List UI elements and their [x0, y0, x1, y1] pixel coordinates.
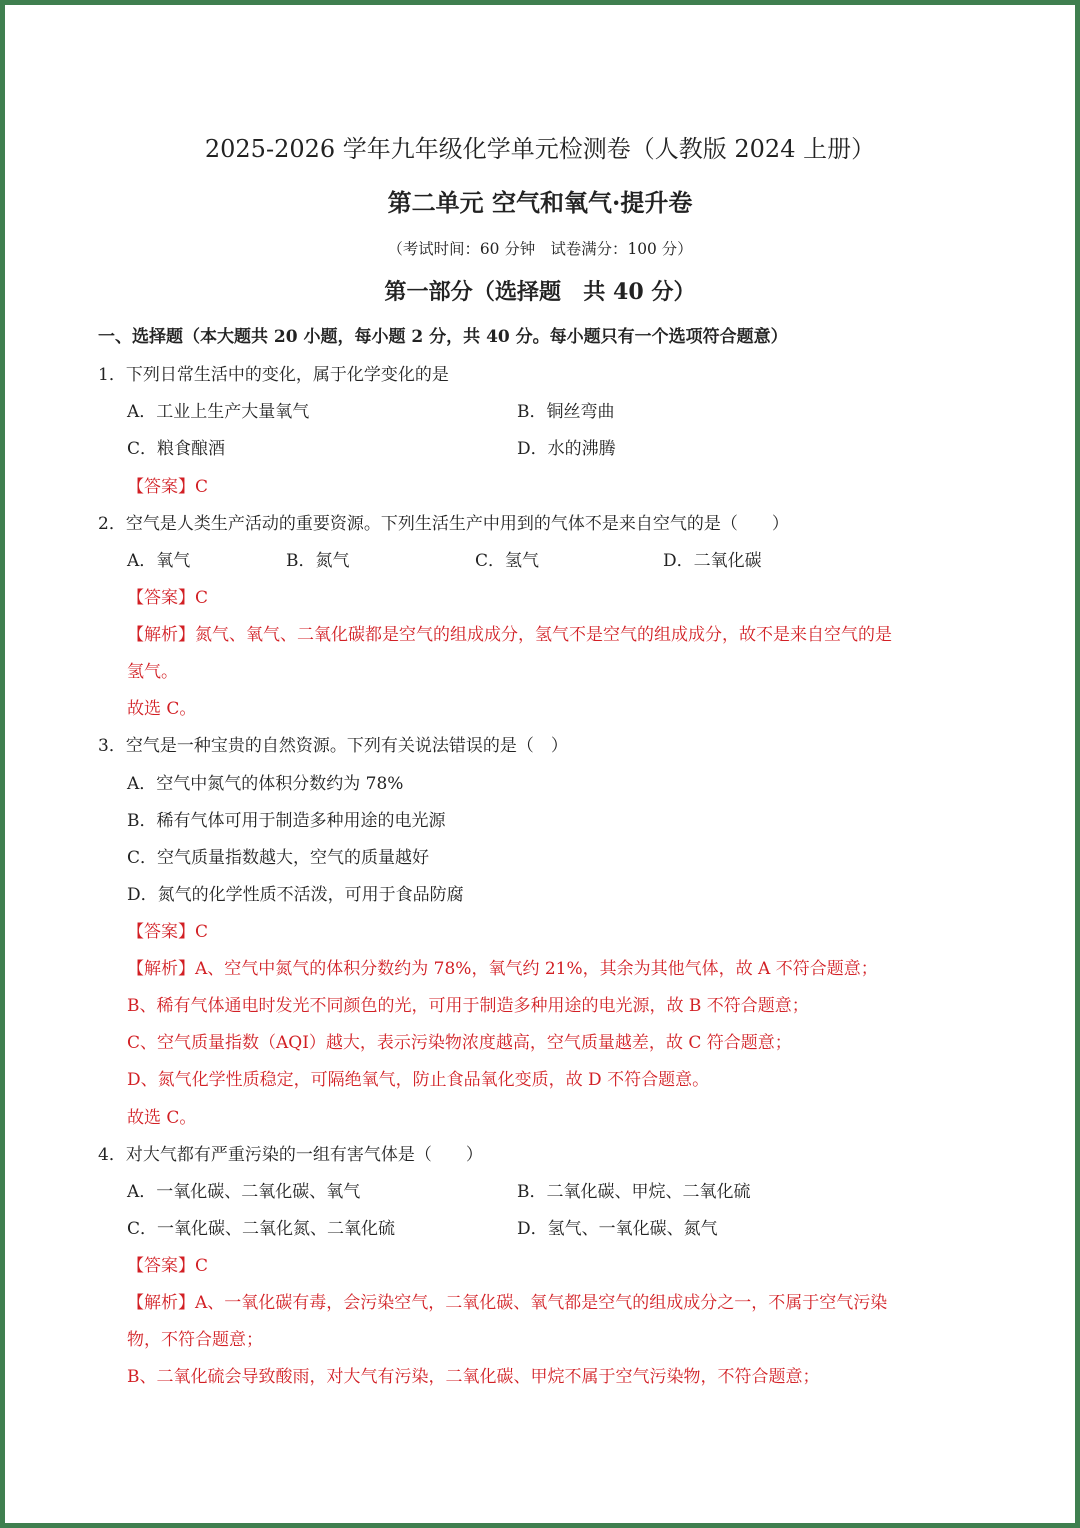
question-4-explanation-line: 【解析】A、一氧化碳有毒，会污染空气，二氧化碳、氧气都是空气的组成成分之一，不属于空气污染	[127, 1293, 888, 1313]
question-3-explanation-line: C、空气质量指数（AQI）越大，表示污染物浓度越高，空气质量越差，故 C 符合题意；	[127, 1033, 792, 1053]
question-2-answer: 【答案】C	[127, 588, 209, 608]
question-1-stem: 1．下列日常生活中的变化，属于化学变化的是	[98, 365, 449, 385]
question-4-option-a: A．一氧化碳、二氧化碳、氧气	[127, 1182, 361, 1202]
document-subtitle: 第二单元 空气和氧气·提升卷	[387, 188, 693, 217]
question-1-option-a: A．工业上生产大量氧气	[127, 402, 310, 422]
question-1-answer: 【答案】C	[127, 477, 209, 497]
question-4-stem: 4．对大气都有严重污染的一组有害气体是（ ）	[98, 1145, 483, 1165]
document-title: 2025-2026 学年九年级化学单元检测卷（人教版 2024 上册）	[204, 135, 876, 163]
question-2-stem: 2．空气是人类生产活动的重要资源。下列生活生产中用到的气体不是来自空气的是（ ）	[98, 514, 789, 534]
question-3-conclusion: 故选 C。	[127, 1108, 197, 1128]
question-3-answer: 【答案】C	[127, 922, 209, 942]
question-3-option-b: B．稀有气体可用于制造多种用途的电光源	[127, 811, 446, 831]
part-title: 第一部分（选择题 共 40 分）	[384, 279, 696, 305]
question-3-stem: 3．空气是一种宝贵的自然资源。下列有关说法错误的是（ ）	[98, 736, 568, 756]
question-4-option-c: C．一氧化碳、二氧化氮、二氧化硫	[127, 1219, 396, 1239]
question-4-option-b: B．二氧化碳、甲烷、二氧化硫	[517, 1182, 751, 1202]
question-1-option-c: C．粮食酿酒	[127, 439, 226, 459]
question-2-option-b: B．氮气	[286, 551, 350, 571]
question-4-option-d: D．氢气、一氧化碳、氮气	[517, 1219, 718, 1239]
question-2-option-d: D．二氧化碳	[663, 551, 762, 571]
question-3-explanation-line: D、氮气化学性质稳定，可隔绝氧气，防止食品氧化变质，故 D 不符合题意。	[127, 1070, 710, 1090]
question-2-explanation-line: 氢气。	[127, 662, 178, 682]
question-4-explanation-line: B、二氧化硫会导致酸雨，对大气有污染，二氧化碳、甲烷不属于空气污染物，不符合题意；	[127, 1367, 820, 1387]
question-2-explanation-line: 【解析】氮气、氧气、二氧化碳都是空气的组成成分，氢气不是空气的组成成分，故不是来自空气的是	[127, 625, 892, 645]
question-3-option-a: A．空气中氮气的体积分数约为 78%	[127, 774, 404, 794]
question-1-option-b: B．铜丝弯曲	[517, 402, 615, 422]
question-3-explanation-line: B、稀有气体通电时发光不同颜色的光，可用于制造多种用途的电光源，故 B 不符合题意；	[127, 996, 809, 1016]
question-3-option-d: D．氮气的化学性质不活泼，可用于食品防腐	[127, 885, 464, 905]
question-4-explanation-line: 物，不符合题意；	[127, 1330, 263, 1350]
section-heading: 一、选择题（本大题共 20 小题，每小题 2 分，共 40 分。每小题只有一个选项符合题意）	[98, 327, 788, 347]
question-4-answer: 【答案】C	[127, 1256, 209, 1276]
question-3-explanation-line: 【解析】A、空气中氮气的体积分数约为 78%，氧气约 21%，其余为其他气体，故 A 不符合题意；	[127, 959, 878, 979]
question-1-option-d: D．水的沸腾	[517, 439, 616, 459]
exam-info: （考试时间：60 分钟 试卷满分：100 分）	[387, 240, 693, 258]
question-2-option-c: C．氢气	[475, 551, 540, 571]
question-3-option-c: C．空气质量指数越大，空气的质量越好	[127, 848, 430, 868]
question-2-conclusion: 故选 C。	[127, 699, 197, 719]
question-2-option-a: A．氧气	[127, 551, 191, 571]
